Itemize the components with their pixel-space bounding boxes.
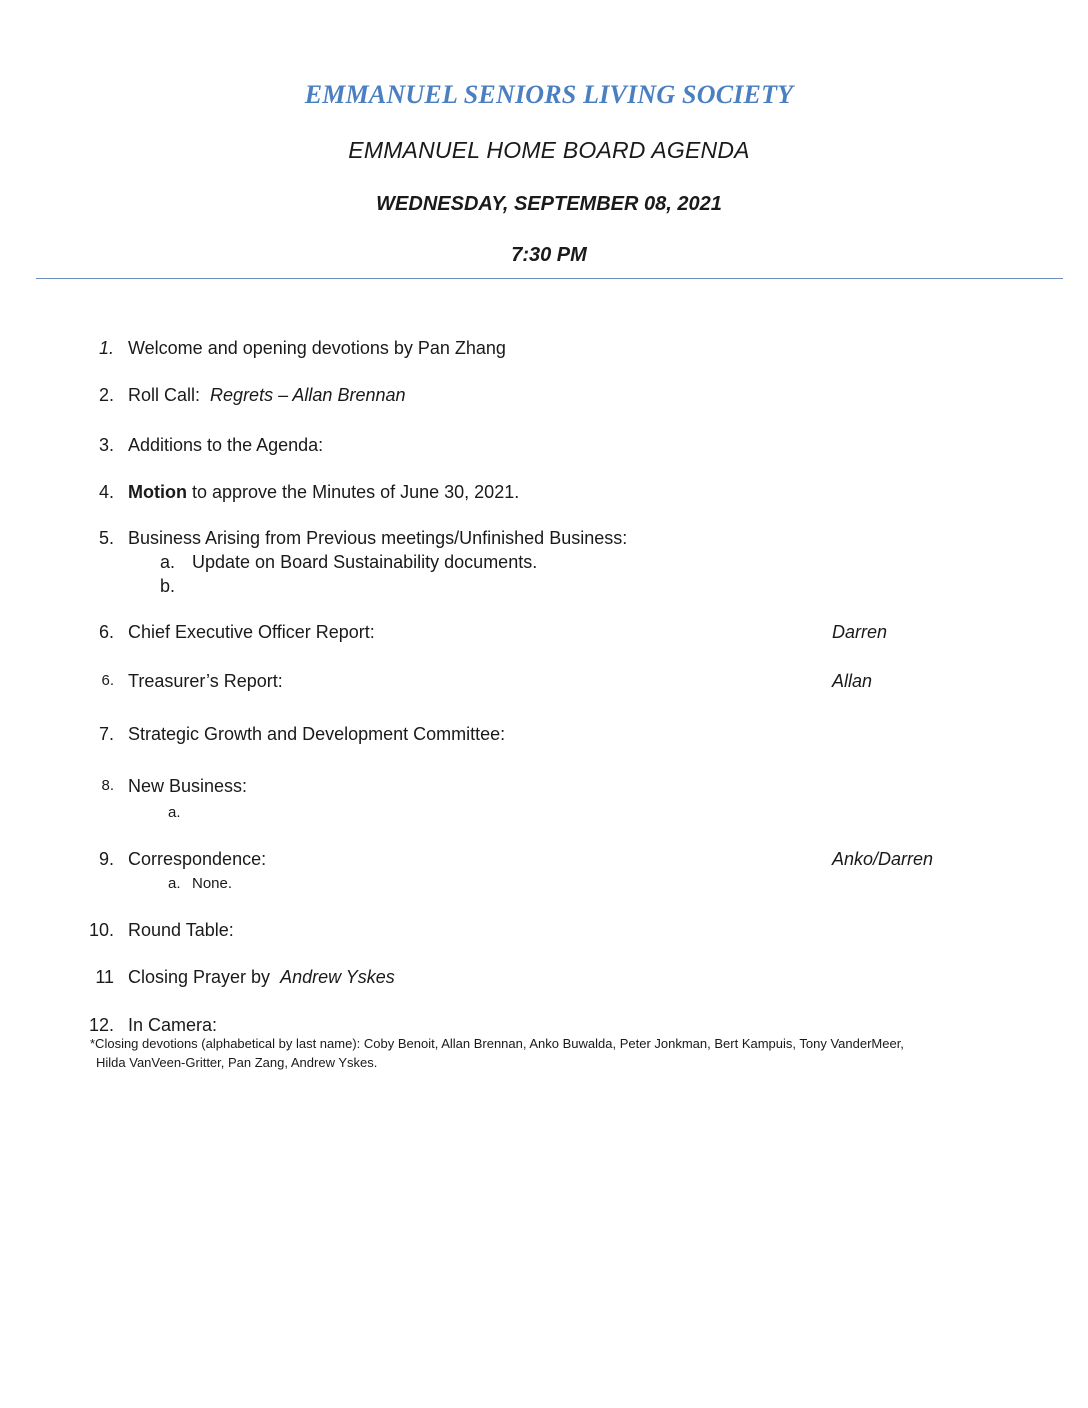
- item-text: [128, 480, 519, 504]
- item-text: Business Arising from Previous meetings/Unfinished Business:: [128, 528, 628, 548]
- sub-item-letter: a.: [168, 875, 181, 892]
- agenda-item-10: [0, 918, 1088, 942]
- prayer-leader: Andrew Yskes: [280, 967, 395, 987]
- sub-item-text: Update on Board Sustainability documents.: [192, 552, 538, 572]
- document-title: EMMANUEL HOME BOARD AGENDA: [348, 137, 750, 163]
- motion-text: to approve the Minutes of June 30, 2021.: [186, 482, 520, 502]
- item-number: 3.: [98, 435, 114, 455]
- regrets-note: Regrets – Allan Brennan: [210, 385, 406, 405]
- item-text: Welcome and opening devotions by Pan Zhang: [128, 338, 506, 358]
- presenter: Allan: [832, 671, 873, 691]
- presenter: Darren: [832, 622, 888, 642]
- item-text: Chief Executive Officer Report:: [128, 622, 375, 642]
- item-number: 8.: [101, 777, 114, 794]
- agenda-item-2: [0, 383, 1088, 407]
- item-text: Treasurer’s Report:: [128, 671, 283, 691]
- agenda-item-9: [0, 847, 1088, 871]
- item-label: Closing Prayer by: [128, 967, 271, 987]
- agenda-item-4: [0, 480, 1088, 504]
- item-text: New Business:: [128, 776, 248, 796]
- motion-label: Motion: [128, 482, 187, 502]
- closing-devotions-footnote: [90, 1034, 1050, 1072]
- item-number: 12.: [88, 1015, 114, 1035]
- item-number: 9.: [98, 849, 114, 869]
- item-text: In Camera:: [128, 1015, 218, 1035]
- footnote-line-2: Hilda VanVeen-Gritter, Pan Zang, Andrew Yskes.: [96, 1055, 378, 1070]
- organization-name: EMMANUEL SENIORS LIVING SOCIETY: [304, 80, 794, 109]
- agenda-item-1: [0, 336, 1088, 360]
- item-number: 5.: [98, 528, 114, 548]
- sub-item-letter: b.: [160, 576, 176, 596]
- item-text: Correspondence:: [128, 849, 267, 869]
- agenda-item-8: [0, 774, 1088, 798]
- meeting-date: WEDNESDAY, SEPTEMBER 08, 2021: [376, 193, 722, 215]
- presenter: Anko/Darren: [832, 849, 934, 869]
- header-divider: [36, 278, 1063, 279]
- agenda-item-7: [0, 722, 1088, 746]
- item-number: 10.: [88, 920, 114, 940]
- item-text: [128, 383, 406, 407]
- footnote-line-1: *Closing devotions (alphabetical by last name): Coby Benoit, Allan Brennan, Anko Buwalda, Peter Jonkman, Bert Kampuis, Tony VanderMeer,: [90, 1036, 904, 1051]
- sub-item-letter: a.: [160, 552, 176, 572]
- item-text: Strategic Growth and Development Committee:: [128, 724, 506, 744]
- meeting-time: 7:30 PM: [511, 244, 587, 266]
- agenda-item-11: [0, 965, 1088, 989]
- item-text: Additions to the Agenda:: [128, 435, 324, 455]
- item-label: Roll Call:: [128, 385, 201, 405]
- item-text: Round Table:: [128, 920, 234, 940]
- item-number: 4.: [98, 482, 114, 502]
- agenda-item-6-ceo: [0, 620, 1088, 644]
- sub-item-letter: a.: [168, 804, 181, 821]
- item-number: 2.: [98, 385, 114, 405]
- item-number: 7.: [98, 724, 114, 744]
- agenda-item-6-treasurer: [0, 669, 1088, 693]
- item-number: 6.: [101, 672, 114, 689]
- item-number: 6.: [98, 622, 114, 642]
- sub-item-text: None.: [192, 875, 233, 892]
- item-text: [128, 965, 395, 989]
- agenda-item-5: [0, 526, 1088, 550]
- item-number: 1.: [98, 338, 114, 358]
- agenda-item-3: [0, 433, 1088, 457]
- item-number: 11: [95, 967, 114, 987]
